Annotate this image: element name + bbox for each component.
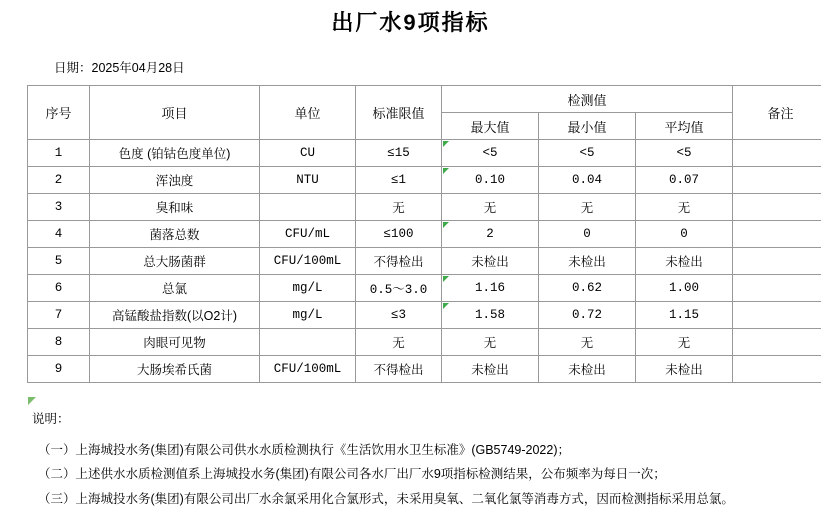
- table-row: [28, 329, 821, 356]
- header-no: 序号: [28, 86, 90, 140]
- note-item: （三）上海城投水务(集团)有限公司出厂水余氯采用化合氯形式，未采用臭氧、二氧化氯等消毒方式，因而检测指标采用总氯。: [38, 491, 734, 506]
- table-row: [28, 275, 821, 302]
- cell-avg: 0.07: [636, 167, 733, 194]
- header-min: 最小值: [539, 113, 636, 140]
- cell-item: 浑浊度: [90, 167, 260, 194]
- cell-unit: CU: [260, 140, 356, 167]
- cell-min: <5: [539, 140, 636, 167]
- cell-avg: 0: [636, 221, 733, 248]
- cell-max: 1.16: [442, 275, 539, 302]
- cell-max: 未检出: [442, 356, 539, 383]
- cell-unit: [260, 329, 356, 356]
- cell-remark: [733, 356, 821, 383]
- cell-item: 菌落总数: [90, 221, 260, 248]
- header-limit: 标准限值: [356, 86, 442, 140]
- cell-no: 3: [28, 194, 90, 221]
- cell-item: 肉眼可见物: [90, 329, 260, 356]
- cell-remark: [733, 275, 821, 302]
- cell-limit: 无: [356, 329, 442, 356]
- cell-max: <5: [442, 140, 539, 167]
- cell-unit: CFU/mL: [260, 221, 356, 248]
- notes-label: 说明：: [32, 412, 70, 426]
- cell-max: 未检出: [442, 248, 539, 275]
- notes-section: [27, 397, 821, 517]
- cell-avg: 无: [636, 194, 733, 221]
- cell-min: 未检出: [539, 356, 636, 383]
- cell-item: 高锰酸盐指数(以O2计): [90, 302, 260, 329]
- header-unit: 单位: [260, 86, 356, 140]
- cell-no: 8: [28, 329, 90, 356]
- cell-no: 4: [28, 221, 90, 248]
- table-row: [28, 194, 821, 221]
- cell-unit: CFU/100mL: [260, 248, 356, 275]
- note-item: （一）上海城投水务(集团)有限公司供水水质检测执行《生活饮用水卫生标准》(GB5749-2022)；: [38, 442, 570, 457]
- cell-limit: 不得检出: [356, 356, 442, 383]
- header-item: 项目: [90, 86, 260, 140]
- cell-remark: [733, 221, 821, 248]
- cell-item: 大肠埃希氏菌: [90, 356, 260, 383]
- cell-unit: [260, 194, 356, 221]
- cell-item: 总氯: [90, 275, 260, 302]
- cell-remark: [733, 167, 821, 194]
- cell-unit: mg/L: [260, 302, 356, 329]
- header-remark: 备注: [733, 86, 821, 140]
- cell-no: 2: [28, 167, 90, 194]
- cell-remark: [733, 194, 821, 221]
- cell-avg: 1.15: [636, 302, 733, 329]
- cell-min: 未检出: [539, 248, 636, 275]
- cell-avg: 无: [636, 329, 733, 356]
- table-row: [28, 167, 821, 194]
- cell-max: 2: [442, 221, 539, 248]
- arrow-marker-icon: [28, 397, 36, 405]
- cell-limit: 无: [356, 194, 442, 221]
- cell-no: 6: [28, 275, 90, 302]
- table-row: [28, 356, 821, 383]
- cell-limit: 0.5～3.0: [356, 275, 442, 302]
- cell-max: 0.10: [442, 167, 539, 194]
- table-row: [28, 302, 821, 329]
- cell-limit: 不得检出: [356, 248, 442, 275]
- page-title: 出厂水9项指标: [331, 10, 490, 35]
- cell-no: 5: [28, 248, 90, 275]
- cell-min: 0.62: [539, 275, 636, 302]
- cell-limit: ≤1: [356, 167, 442, 194]
- header-measured-group: 检测值: [442, 86, 733, 113]
- cell-min: 0.72: [539, 302, 636, 329]
- cell-remark: [733, 329, 821, 356]
- cell-limit: ≤3: [356, 302, 442, 329]
- cell-no: 7: [28, 302, 90, 329]
- note-item: （二）上述供水水质检测值系上海城投水务(集团)有限公司各水厂出厂水9项指标检测结果，公布频率为每日一次；: [38, 467, 666, 481]
- cell-min: 无: [539, 194, 636, 221]
- cell-max: 无: [442, 194, 539, 221]
- header-avg: 平均值: [636, 113, 733, 140]
- cell-unit: CFU/100mL: [260, 356, 356, 383]
- table-row: [28, 221, 821, 248]
- cell-avg: <5: [636, 140, 733, 167]
- cell-avg: 未检出: [636, 248, 733, 275]
- cell-item: 臭和味: [90, 194, 260, 221]
- cell-no: 1: [28, 140, 90, 167]
- cell-no: 9: [28, 356, 90, 383]
- cell-max: 无: [442, 329, 539, 356]
- cell-limit: ≤15: [356, 140, 442, 167]
- header-max: 最大值: [442, 113, 539, 140]
- cell-min: 无: [539, 329, 636, 356]
- cell-limit: ≤100: [356, 221, 442, 248]
- cell-min: 0.04: [539, 167, 636, 194]
- table-row: [28, 248, 821, 275]
- cell-max: 1.58: [442, 302, 539, 329]
- cell-avg: 未检出: [636, 356, 733, 383]
- cell-avg: 1.00: [636, 275, 733, 302]
- table-header-row-1: [28, 86, 821, 113]
- cell-remark: [733, 248, 821, 275]
- cell-unit: mg/L: [260, 275, 356, 302]
- water-quality-table: [27, 85, 821, 383]
- report-date: 日期：2025年04月28日: [54, 61, 185, 75]
- cell-item: 总大肠菌群: [90, 248, 260, 275]
- cell-min: 0: [539, 221, 636, 248]
- cell-remark: [733, 140, 821, 167]
- cell-item: 色度 (铂钴色度单位): [90, 140, 260, 167]
- cell-remark: [733, 302, 821, 329]
- table-row: [28, 140, 821, 167]
- cell-unit: NTU: [260, 167, 356, 194]
